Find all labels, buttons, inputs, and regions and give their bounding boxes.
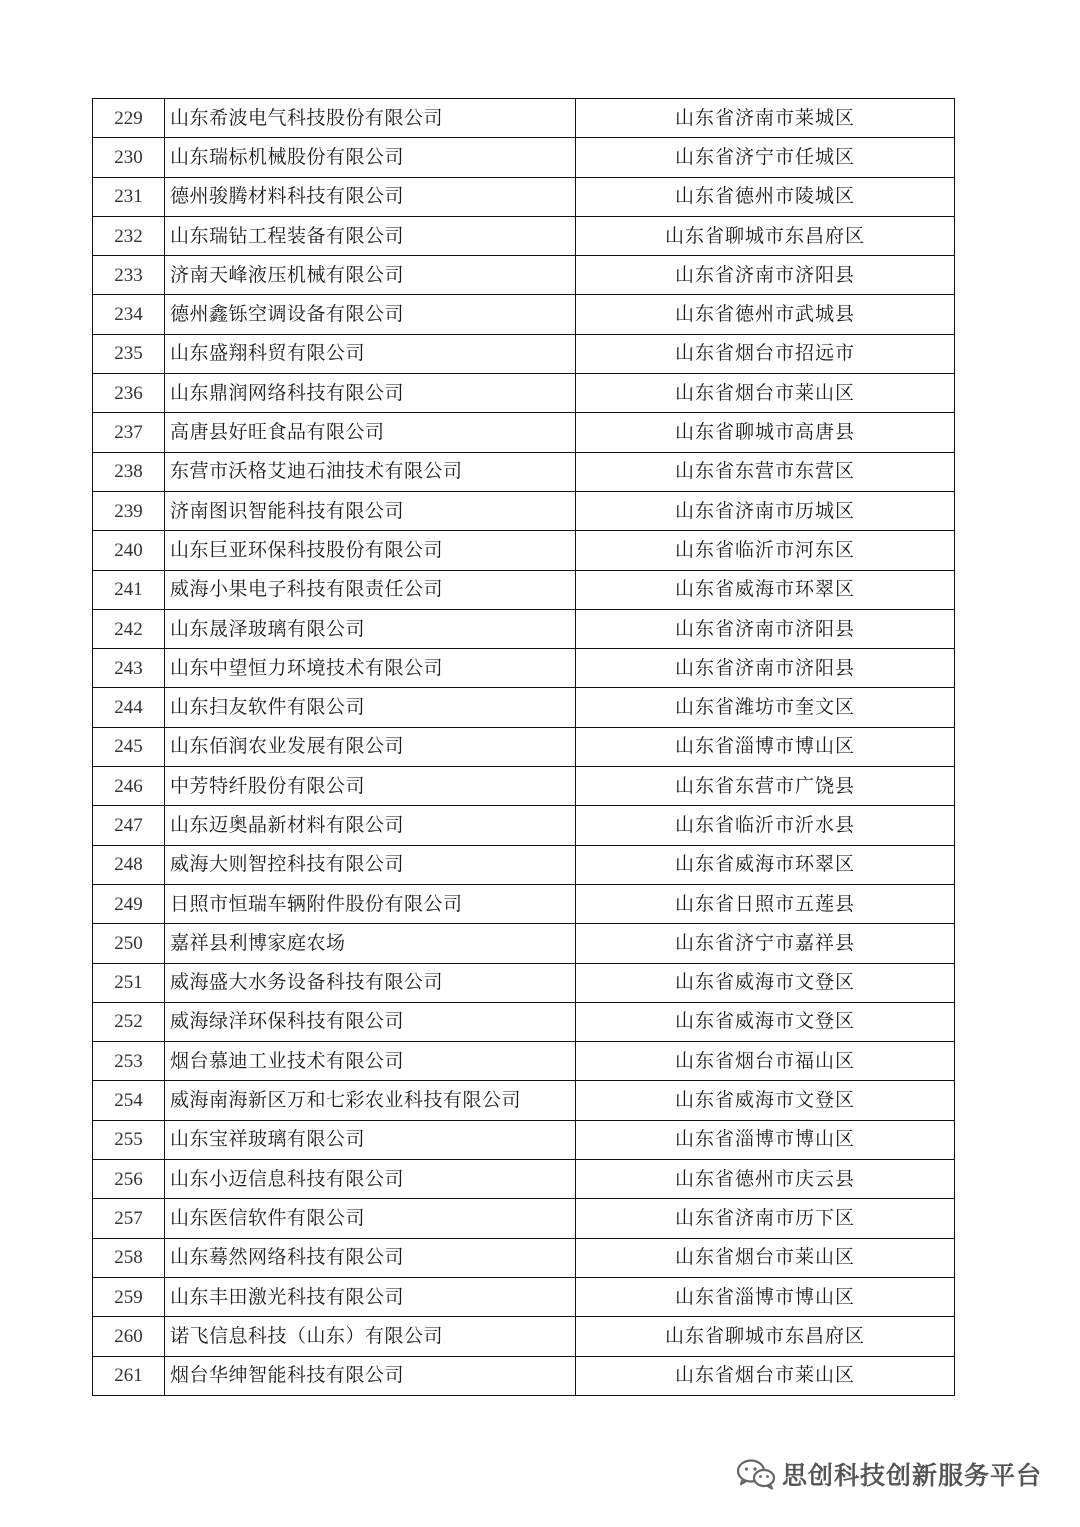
company-name: 山东迈奥晶新材料有限公司: [165, 806, 576, 845]
table-row: [93, 570, 955, 609]
company-address: 山东省聊城市东昌府区: [576, 1317, 955, 1356]
company-name: 山东希波电气科技股份有限公司: [165, 99, 576, 138]
company-address: 山东省淄博市博山区: [576, 1120, 955, 1159]
table-row: [93, 256, 955, 295]
company-address: 山东省济宁市嘉祥县: [576, 924, 955, 963]
row-number: 259: [93, 1277, 165, 1316]
company-name: 山东瑞钻工程装备有限公司: [165, 216, 576, 255]
row-number: 256: [93, 1160, 165, 1199]
company-address: 山东省济南市济阳县: [576, 649, 955, 688]
row-number: 242: [93, 609, 165, 648]
company-address: 山东省济南市济阳县: [576, 256, 955, 295]
company-address: 山东省聊城市高唐县: [576, 413, 955, 452]
company-address: 山东省日照市五莲县: [576, 884, 955, 923]
table-row: [93, 767, 955, 806]
company-address: 山东省威海市环翠区: [576, 845, 955, 884]
table-row: [93, 177, 955, 216]
table-row: [93, 609, 955, 648]
row-number: 257: [93, 1199, 165, 1238]
company-name: 威海南海新区万和七彩农业科技有限公司: [165, 1081, 576, 1120]
company-name: 烟台华绅智能科技有限公司: [165, 1356, 576, 1395]
row-number: 231: [93, 177, 165, 216]
company-name: 山东中望恒力环境技术有限公司: [165, 649, 576, 688]
company-address: 山东省淄博市博山区: [576, 727, 955, 766]
row-number: 230: [93, 138, 165, 177]
company-name: 日照市恒瑞车辆附件股份有限公司: [165, 884, 576, 923]
table-row: [93, 138, 955, 177]
company-address: 山东省济南市济阳县: [576, 609, 955, 648]
company-address: 山东省烟台市招远市: [576, 334, 955, 373]
row-number: 243: [93, 649, 165, 688]
company-address: 山东省临沂市河东区: [576, 531, 955, 570]
company-name: 威海盛大水务设备科技有限公司: [165, 963, 576, 1002]
company-name: 山东鼎润网络科技有限公司: [165, 374, 576, 413]
row-number: 251: [93, 963, 165, 1002]
company-address: 山东省德州市陵城区: [576, 177, 955, 216]
company-name: 山东巨亚环保科技股份有限公司: [165, 531, 576, 570]
row-number: 250: [93, 924, 165, 963]
table-row: [93, 1277, 955, 1316]
row-number: 244: [93, 688, 165, 727]
company-name: 中芳特纤股份有限公司: [165, 767, 576, 806]
company-name: 山东小迈信息科技有限公司: [165, 1160, 576, 1199]
table-body: [93, 99, 955, 1396]
table-row: [93, 531, 955, 570]
company-address: 山东省威海市文登区: [576, 1081, 955, 1120]
table-row: [93, 413, 955, 452]
row-number: 255: [93, 1120, 165, 1159]
company-name: 山东医信软件有限公司: [165, 1199, 576, 1238]
table-row: [93, 1160, 955, 1199]
company-list-table: [92, 98, 955, 1396]
row-number: 245: [93, 727, 165, 766]
row-number: 246: [93, 767, 165, 806]
table-row: [93, 806, 955, 845]
company-name: 德州骏腾材料科技有限公司: [165, 177, 576, 216]
company-name: 嘉祥县利博家庭农场: [165, 924, 576, 963]
row-number: 232: [93, 216, 165, 255]
company-name: 威海绿洋环保科技有限公司: [165, 1002, 576, 1041]
table-row: [93, 295, 955, 334]
company-name: 山东晟泽玻璃有限公司: [165, 609, 576, 648]
company-name: 山东扫友软件有限公司: [165, 688, 576, 727]
table-row: [93, 1081, 955, 1120]
company-address: 山东省烟台市莱山区: [576, 374, 955, 413]
company-name: 济南天峰液压机械有限公司: [165, 256, 576, 295]
row-number: 229: [93, 99, 165, 138]
company-name: 高唐县好旺食品有限公司: [165, 413, 576, 452]
company-address: 山东省济宁市任城区: [576, 138, 955, 177]
row-number: 241: [93, 570, 165, 609]
table-row: [93, 649, 955, 688]
table-row: [93, 216, 955, 255]
wechat-icon: [736, 1458, 776, 1490]
row-number: 233: [93, 256, 165, 295]
table-row: [93, 334, 955, 373]
company-name: 德州鑫铄空调设备有限公司: [165, 295, 576, 334]
table-row: [93, 1238, 955, 1277]
table-row: [93, 963, 955, 1002]
company-name: 山东宝祥玻璃有限公司: [165, 1120, 576, 1159]
company-address: 山东省东营市东营区: [576, 452, 955, 491]
row-number: 260: [93, 1317, 165, 1356]
row-number: 234: [93, 295, 165, 334]
table-row: [93, 1002, 955, 1041]
table-row: [93, 1356, 955, 1395]
row-number: 254: [93, 1081, 165, 1120]
company-address: 山东省威海市环翠区: [576, 570, 955, 609]
row-number: 249: [93, 884, 165, 923]
company-address: 山东省聊城市东昌府区: [576, 216, 955, 255]
company-address: 山东省烟台市莱山区: [576, 1238, 955, 1277]
row-number: 240: [93, 531, 165, 570]
row-number: 247: [93, 806, 165, 845]
watermark: [736, 1456, 1042, 1492]
company-name: 山东佰润农业发展有限公司: [165, 727, 576, 766]
company-address: 山东省烟台市莱山区: [576, 1356, 955, 1395]
row-number: 239: [93, 491, 165, 530]
company-name: 山东盛翔科贸有限公司: [165, 334, 576, 373]
company-address: 山东省德州市庆云县: [576, 1160, 955, 1199]
table-row: [93, 1199, 955, 1238]
watermark-text: 思创科技创新服务平台: [781, 1461, 1042, 1490]
company-name: 山东丰田激光科技有限公司: [165, 1277, 576, 1316]
company-name: 威海小果电子科技有限责任公司: [165, 570, 576, 609]
row-number: 261: [93, 1356, 165, 1395]
row-number: 238: [93, 452, 165, 491]
table-row: [93, 924, 955, 963]
row-number: 235: [93, 334, 165, 373]
company-address: 山东省威海市文登区: [576, 963, 955, 1002]
table-row: [93, 452, 955, 491]
company-name: 烟台慕迪工业技术有限公司: [165, 1042, 576, 1081]
company-address: 山东省潍坊市奎文区: [576, 688, 955, 727]
table-row: [93, 1317, 955, 1356]
row-number: 236: [93, 374, 165, 413]
company-address: 山东省德州市武城县: [576, 295, 955, 334]
row-number: 253: [93, 1042, 165, 1081]
company-name: 诺飞信息科技（山东）有限公司: [165, 1317, 576, 1356]
company-name: 东营市沃格艾迪石油技术有限公司: [165, 452, 576, 491]
company-address: 山东省济南市历城区: [576, 491, 955, 530]
company-address: 山东省淄博市博山区: [576, 1277, 955, 1316]
company-name: 济南图识智能科技有限公司: [165, 491, 576, 530]
table-row: [93, 99, 955, 138]
table-row: [93, 727, 955, 766]
row-number: 248: [93, 845, 165, 884]
row-number: 237: [93, 413, 165, 452]
table-row: [93, 374, 955, 413]
company-name: 山东瑞标机械股份有限公司: [165, 138, 576, 177]
company-address: 山东省济南市莱城区: [576, 99, 955, 138]
table-row: [93, 1120, 955, 1159]
company-name: 威海大则智控科技有限公司: [165, 845, 576, 884]
company-address: 山东省济南市历下区: [576, 1199, 955, 1238]
company-address: 山东省临沂市沂水县: [576, 806, 955, 845]
table-row: [93, 1042, 955, 1081]
company-address: 山东省烟台市福山区: [576, 1042, 955, 1081]
row-number: 252: [93, 1002, 165, 1041]
row-number: 258: [93, 1238, 165, 1277]
table-row: [93, 845, 955, 884]
company-name: 山东蓦然网络科技有限公司: [165, 1238, 576, 1277]
company-address: 山东省威海市文登区: [576, 1002, 955, 1041]
table-row: [93, 688, 955, 727]
table-row: [93, 491, 955, 530]
table-row: [93, 884, 955, 923]
company-address: 山东省东营市广饶县: [576, 767, 955, 806]
